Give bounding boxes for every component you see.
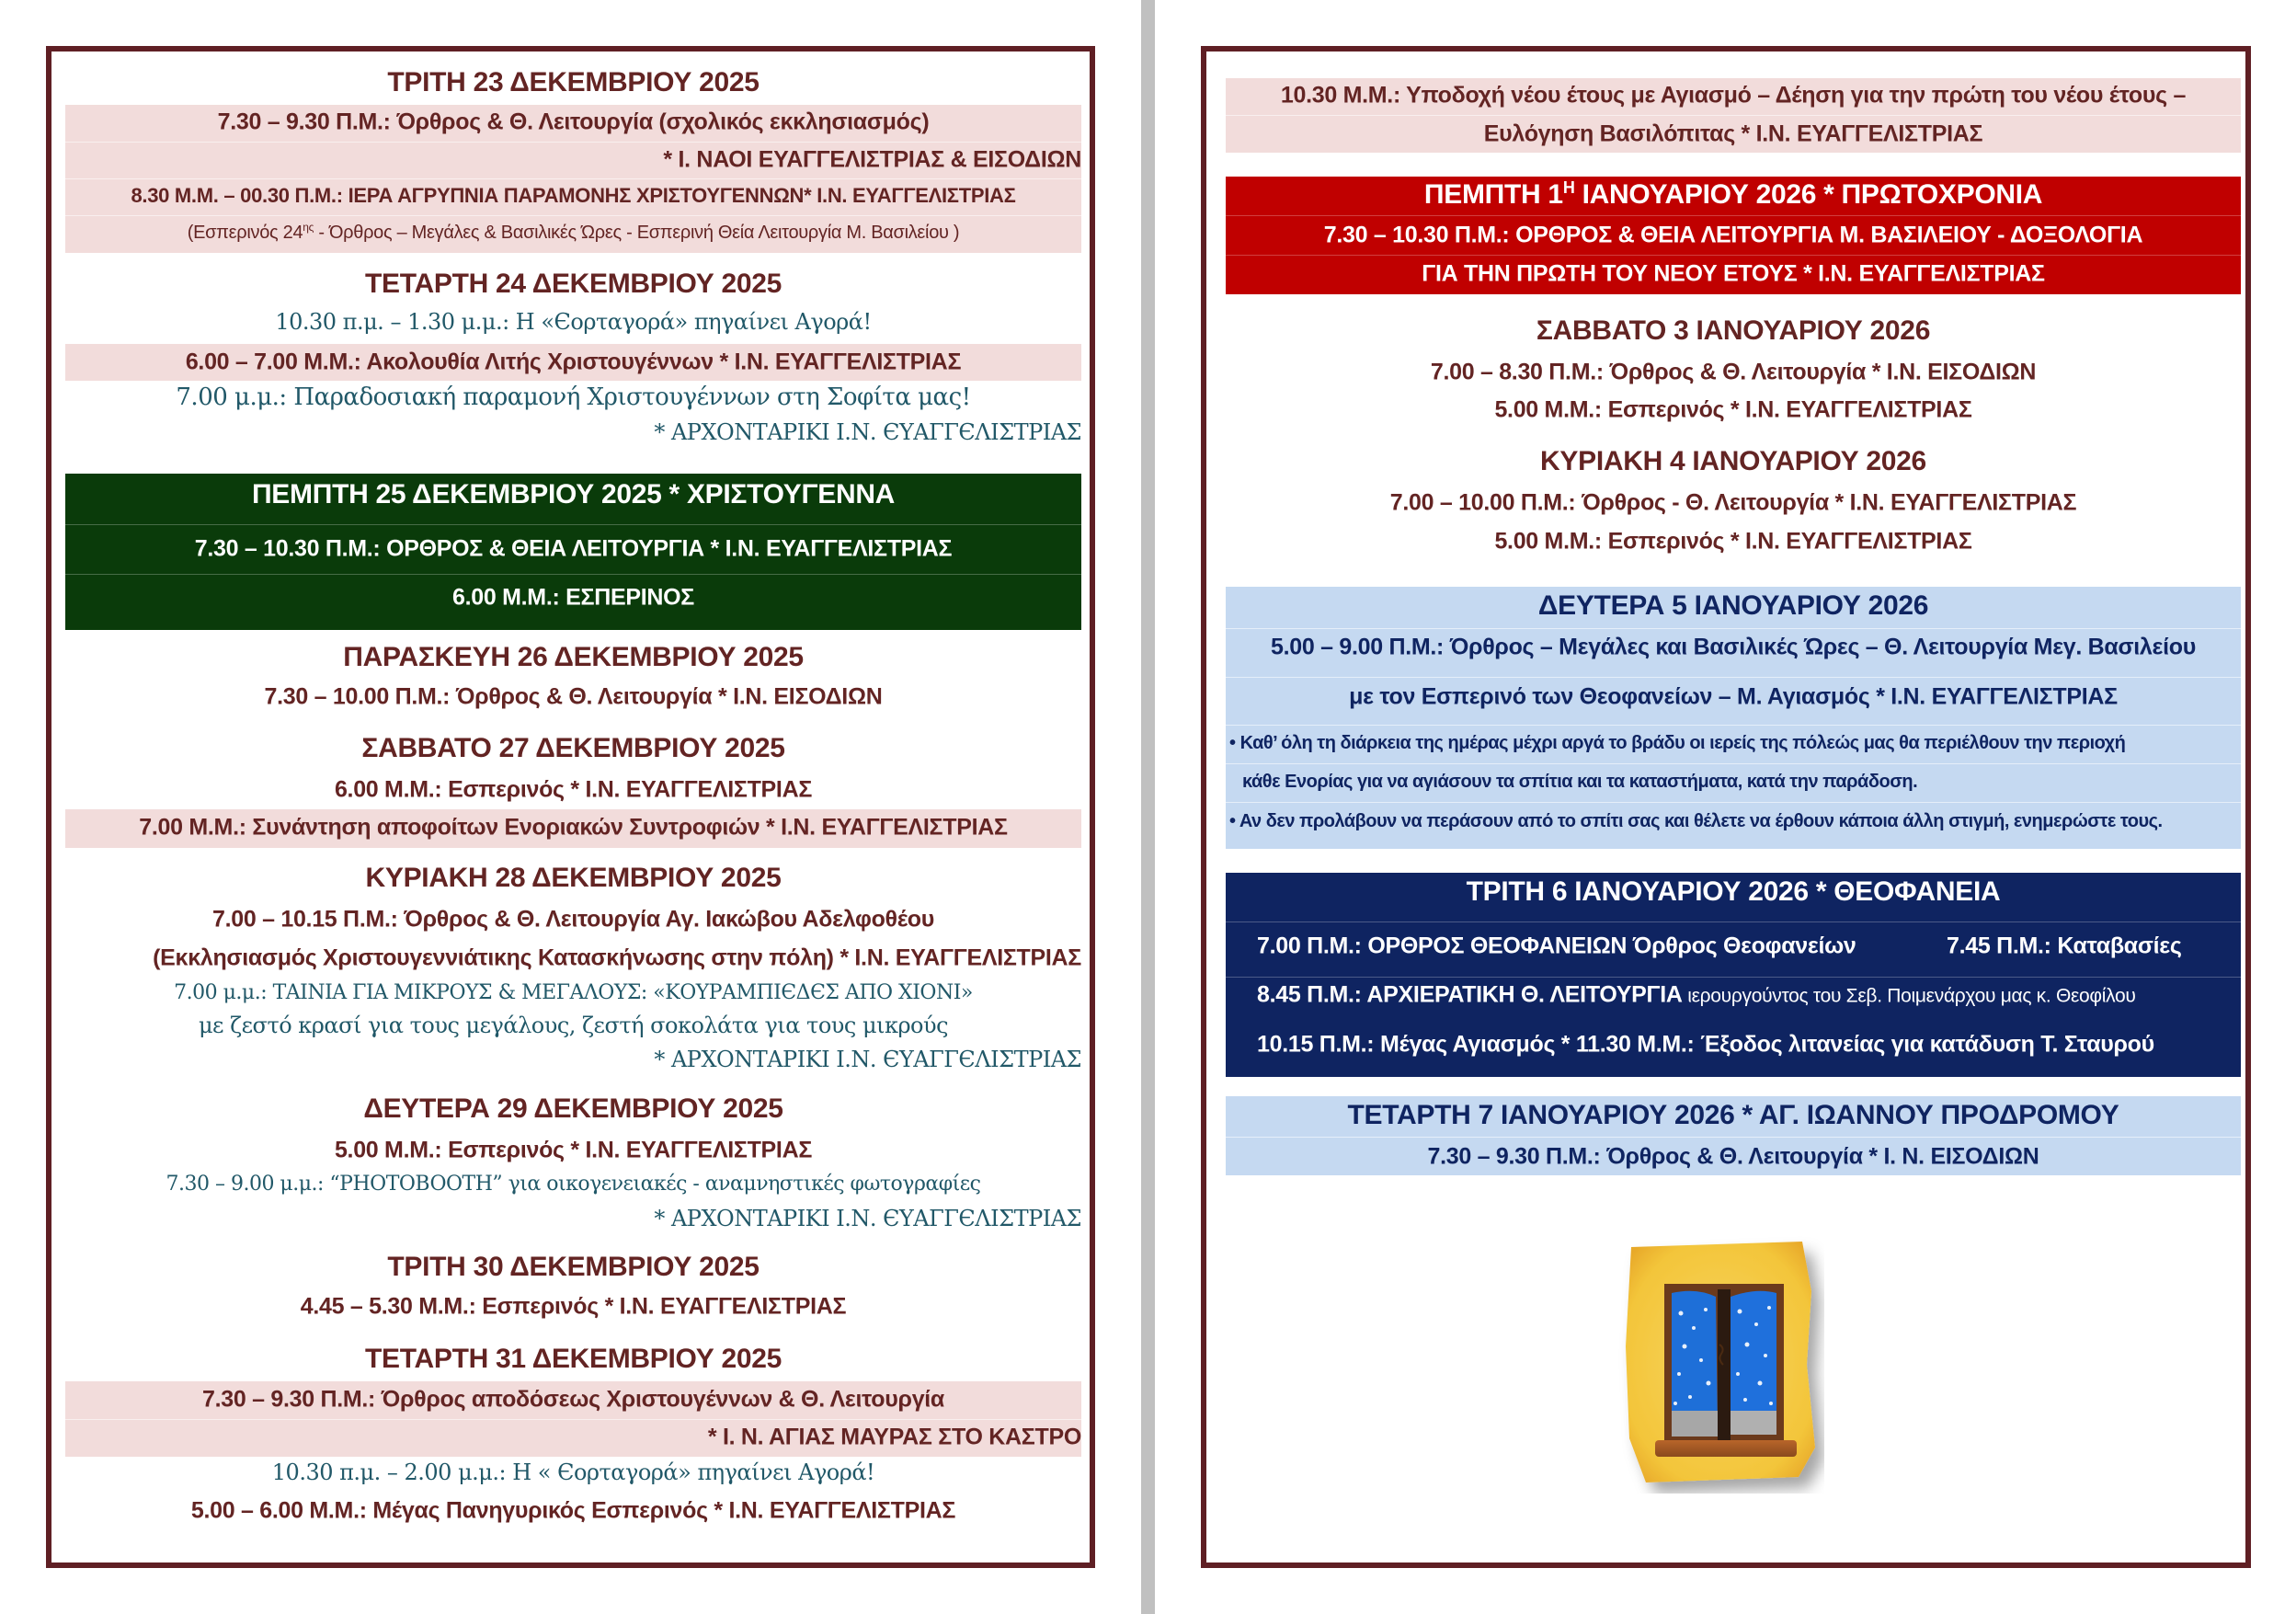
day-heading: ΠΕΜΠΤΗ $1^H$ ΙΑΝΟΥΑΡΙΟΥ 2026 * ΠΡΩΤΟΧΡΟΝΙΑ [1423,178,2043,210]
schedule-line: 8.30 Μ.Μ. – 00.30 Π.Μ.: ΙΕΡΑ ΑΓΡΥΠΝΙΑ ΠΑΡΑΜΟΝΗΣ ΧΡΙΣΤΟΥΓΕΝΝΩΝ* Ι.Ν. ΕΥΑΓΓΕΛΙΣΤΡΙΑΣ [131,184,1016,207]
left-page-content [65,0,1081,1614]
schedule-line: 6.00 – 7.00 Μ.Μ.: Ακολουθία Λιτής Χριστουγέννων * Ι.Ν. ΕΥΑΓΓΕΛΙΣΤΡΙΑΣ [185,349,962,375]
schedule-line: 10.15 Π.Μ.: Μέγας Αγιασμός * 11.30 Μ.Μ.: Έξοδος λιτανείας για κατάδυση Τ. Σταυρού [1257,1031,2154,1058]
schedule-line: 7.30 – 10.30 Π.Μ.: ΟΡΘΡΟΣ & ΘΕΙΑ ΛΕΙΤΟΥΡΓΙΑ Μ. ΒΑΣΙΛΕΙΟΥ - ΔΟΞΟΛΟΓΙΑ [1323,222,2143,248]
schedule-line: 7.00 – 10.15 Π.Μ.: Όρθρος & Θ. Λειτουργία Αγ. Ιακώβου Αδελφοθέου [212,906,934,933]
day-heading: ΤΡΙΤΗ 6 ΙΑΝΟΥΑΡΙΟΥ 2026 * ΘΕΟΦΑΝΕΙΑ [1466,876,2001,907]
eve-of-epiphany-block [1226,587,2241,849]
event-line: 7.00 μ.μ.: Παραδοσιακή παραμονή Χριστουγέννων στη Σοφίτα μας! [176,383,971,411]
schedule-line: 7.30 – 10.00 Π.Μ.: Όρθρος & Θ. Λειτουργία * Ι.Ν. ΕΙΣΟΔΙΩΝ [264,683,883,710]
event-line: 10.30 π.μ. – 2.00 μ.μ.: Η « Єορταγορά» πηγαίνει Αγορά! [271,1459,875,1485]
day-heading: ΤΡΙΤΗ 23 ΔΕΚΕΜΒΡΙΟΥ 2025 [387,67,760,97]
day-heading: ΔΕΥΤΕΡΑ 29 ΔΕΚΕΜΒΡΙΟΥ 2025 [363,1093,783,1124]
schedule-line: 5.00 – 9.00 Π.Μ.: Όρθρος – Μεγάλες και Βασιλικές Ώρες – Θ. Λειτουργία Μεγ. Βασιλείου [1271,634,2196,660]
day-heading: ΤΡΙΤΗ 30 ΔΕΚΕΜΒΡΙΟΥ 2025 [387,1252,760,1282]
schedule-line: 7.00 Μ.Μ.: Συνάντηση αποφοίτων Ενοριακών Συντροφιών * Ι.Ν. ΕΥΑΓΓΕΛΙΣΤΡΙΑΣ [139,814,1008,841]
schedule-line: 7.00 Π.Μ.: ΟΡΘΡΟΣ ΘΕΟΦΑΝΕΙΩΝ Όρθρος Θεοφανείων [1257,933,1856,959]
schedule-line: με τον Εσπερινό των Θεοφανείων – Μ. Αγιασμός * Ι.Ν. ΕΥΑΓΓΕΛΙΣΤΡΙΑΣ [1349,683,2118,710]
snowy-window-illustration [1618,1236,1824,1494]
day-heading: ΚΥΡΙΑΚΗ 4 ΙΑΝΟΥΑΡΙΟΥ 2026 [1540,446,1926,476]
day-heading: ΚΥΡΙΑΚΗ 28 ΔΕΚΕΜΒΡΙΟΥ 2025 [365,863,782,893]
event-line: 7.00 μ.μ.: ΤΑΙΝΙΑ ΓΙΑ ΜΙΚΡΟΥΣ & ΜΕΓΑΛΟΥΣ: «ΚΟΥΡΑΜΠΙЄΔЄΣ ΑΠΟ ΧΙΟΝΙ» [174,981,973,1004]
event-line: 10.30 π.μ. – 1.30 μ.μ.: Η «Єορταγορά» πηγαίνει Αγορά! [275,309,872,335]
day-heading: ΤΕΤΑΡΤΗ 31 ΔΕΚΕΜΒΡΙΟΥ 2025 [364,1344,782,1374]
schedule-line: * Ι. Ν. ΑΓΙΑΣ ΜΑΥΡΑΣ ΣΤΟ ΚΑΣΤΡΟ [707,1424,1081,1450]
bullet-icon: • [1229,733,1236,753]
schedule-line: (Εσπερινός $24^{\eta\varsigma}$ - Όρθρος – Μεγάλες & Βασιλικές Ώρες - Εσπερινή Θεία Λειτουργία Μ. Βασιλείου ) [187,221,960,243]
schedule-line: Ευλόγηση Βασιλόπιτας * Ι.Ν. ΕΥΑΓΓΕΛΙΣΤΡΙΑΣ [1483,120,1983,147]
day-heading: ΤΕΤΑΡΤΗ 7 ΙΑΝΟΥΑΡΙΟΥ 2026 * ΑΓ. ΙΩΑΝΝΟΥ ΠΡΟΔΡΟΜΟΥ [1347,1100,2119,1130]
notice-bullet: • Αν δεν προλάβουν να περάσουν από το σπίτι σας και θέλετε να έρθουν κάποια άλλη στιγμή, ενημερώστε τους. [1229,811,2163,831]
schedule-line: 5.00 – 6.00 Μ.Μ.: Μέγας Πανηγυρικός Εσπερινός * Ι.Ν. ΕΥΑΓΓΕΛΙΣΤΡΙΑΣ [190,1497,956,1524]
bullet-icon: • [1229,811,1236,831]
event-line: 7.30 – 9.00 μ.μ.: “PHOTOBOOTH” για οικογενειακές - αναμνηστικές φωτογραφίες [166,1173,981,1196]
event-venue: * ΑΡΧΟΝΤΑΡΙΚΙ Ι.Ν. ЄΥΑΓΓЄΛΙΣΤΡΙΑΣ [654,1047,1081,1072]
event-line: με ζεστό κρασί για τους μεγάλους, ζεστή σοκολάτα για τους μικρούς [198,1013,949,1038]
schedule-line: 5.00 Μ.Μ.: Εσπερινός * Ι.Ν. ΕΥΑΓΓΕΛΙΣΤΡΙΑΣ [1494,528,1972,555]
page-divider [1141,0,1155,1614]
schedule-line: 7.00 – 10.00 Π.Μ.: Όρθρος - Θ. Λειτουργία * Ι.Ν. ΕΥΑΓΓΕΛΙΣΤΡΙΑΣ [1389,489,2077,516]
day-heading: ΣΑΒΒΑΤΟ 3 ΙΑΝΟΥΑΡΙΟΥ 2026 [1536,315,1931,346]
schedule-line: (Εκκλησιασμός Χριστουγεννιάτικης Κατασκήνωσης στην πόλη) * Ι.Ν. ΕΥΑΓΓΕΛΙΣΤΡΙΑΣ [153,944,1081,971]
schedule-line: 6.00 Μ.Μ.: Εσπερινός * Ι.Ν. ΕΥΑΓΓΕΛΙΣΤΡΙΑΣ [334,776,813,803]
notice-bullet: • Καθ’ όλη τη διάρκεια της ημέρας μέχρι αργά το βράδυ οι ιερείς της πόλεώς μας θα περιέλθουν την περιοχή [1229,733,2126,753]
notice-bullet-continuation: κάθε Ενορίας για να αγιάσουν τα σπίτια και τα καταστήματα, κατά την παράδοση. [1242,772,1918,792]
day-heading: ΔΕΥΤΕΡΑ 5 ΙΑΝΟΥΑΡΙΟΥ 2026 [1537,590,1929,621]
day-heading: ΤΕΤΑΡΤΗ 24 ΔΕΚΕΜΒΡΙΟΥ 2025 [364,269,782,299]
day-heading: ΠΕΜΠΤΗ 25 ΔΕΚΕΜΒΡΙΟΥ 2025 * ΧΡΙΣΤΟΥΓΕΝΝΑ [251,479,896,509]
schedule-line: 7.30 – 9.30 Π.Μ.: Όρθρος & Θ. Λειτουργία (σχολικός εκκλησιασμός) [217,109,930,135]
schedule-line: 7.30 – 9.30 Π.Μ.: Όρθρος & Θ. Λειτουργία * Ι. Ν. ΕΙΣΟΔΙΩΝ [1427,1143,2039,1170]
schedule-line: 7.30 – 9.30 Π.Μ.: Όρθρος αποδόσεως Χριστουγέννων & Θ. Λειτουργία [201,1386,945,1413]
schedule-line: 8.45 Π.Μ.: ΑΡΧΙΕΡΑΤΙΚΗ Θ. ΛΕΙΤΟΥΡΓΙΑ ιερουργούντος του Σεβ. Ποιμενάρχου μας κ. Θεοφίλου [1257,981,2136,1008]
schedule-line: 10.30 Μ.Μ.: Υποδοχή νέου έτους με Αγιασμό – Δέηση για την πρώτη του νέου έτους – [1280,82,2187,109]
schedule-line: 7.00 – 8.30 Π.Μ.: Όρθρος & Θ. Λειτουργία * Ι.Ν. ΕΙΣΟΔΙΩΝ [1430,359,2037,385]
schedule-line: 4.45 – 5.30 Μ.Μ.: Εσπερινός * Ι.Ν. ΕΥΑΓΓΕΛΙΣΤΡΙΑΣ [300,1293,847,1320]
schedule-line: 5.00 Μ.Μ.: Εσπερινός * Ι.Ν. ΕΥΑΓΓΕΛΙΣΤΡΙΑΣ [334,1137,813,1163]
schedule-line: 7.45 Π.Μ.: Καταβασίες [1947,933,2182,959]
day-heading: ΣΑΒΒΑΤΟ 27 ΔΕΚΕΜΒΡΙΟΥ 2025 [361,733,785,763]
schedule-line: 5.00 Μ.Μ.: Εσπερινός * Ι.Ν. ΕΥΑΓΓΕΛΙΣΤΡΙΑΣ [1494,396,1972,423]
event-venue: * ΑΡΧΟΝΤΑΡΙΚΙ Ι.Ν. ЄΥΑΓΓЄΛΙΣΤΡΙΑΣ [654,419,1081,445]
schedule-line: 7.30 – 10.30 Π.Μ.: ΟΡΘΡΟΣ & ΘΕΙΑ ΛΕΙΤΟΥΡΓΙΑ * Ι.Ν. ΕΥΑΓΓΕΛΙΣΤΡΙΑΣ [194,535,953,562]
schedule-line: ΓΙΑ ΤΗΝ ΠΡΩΤΗ ΤΟΥ ΝΕΟΥ ΕΤΟΥΣ * Ι.Ν. ΕΥΑΓΓΕΛΙΣΤΡΙΑΣ [1422,260,2045,287]
event-venue: * ΑΡΧΟΝΤΑΡΙΚΙ Ι.Ν. ЄΥΑΓΓЄΛΙΣΤΡΙΑΣ [654,1206,1081,1231]
schedule-line: 6.00 Μ.Μ.: ΕΣΠΕΡΙΝΟΣ [452,584,694,611]
schedule-line: * Ι. ΝΑΟΙ ΕΥΑΓΓΕΛΙΣΤΡΙΑΣ & ΕΙΣΟΔΙΩΝ [663,146,1081,173]
day-heading: ΠΑΡΑΣΚΕΥΗ 26 ΔΕΚΕΜΒΡΙΟΥ 2025 [343,642,804,672]
